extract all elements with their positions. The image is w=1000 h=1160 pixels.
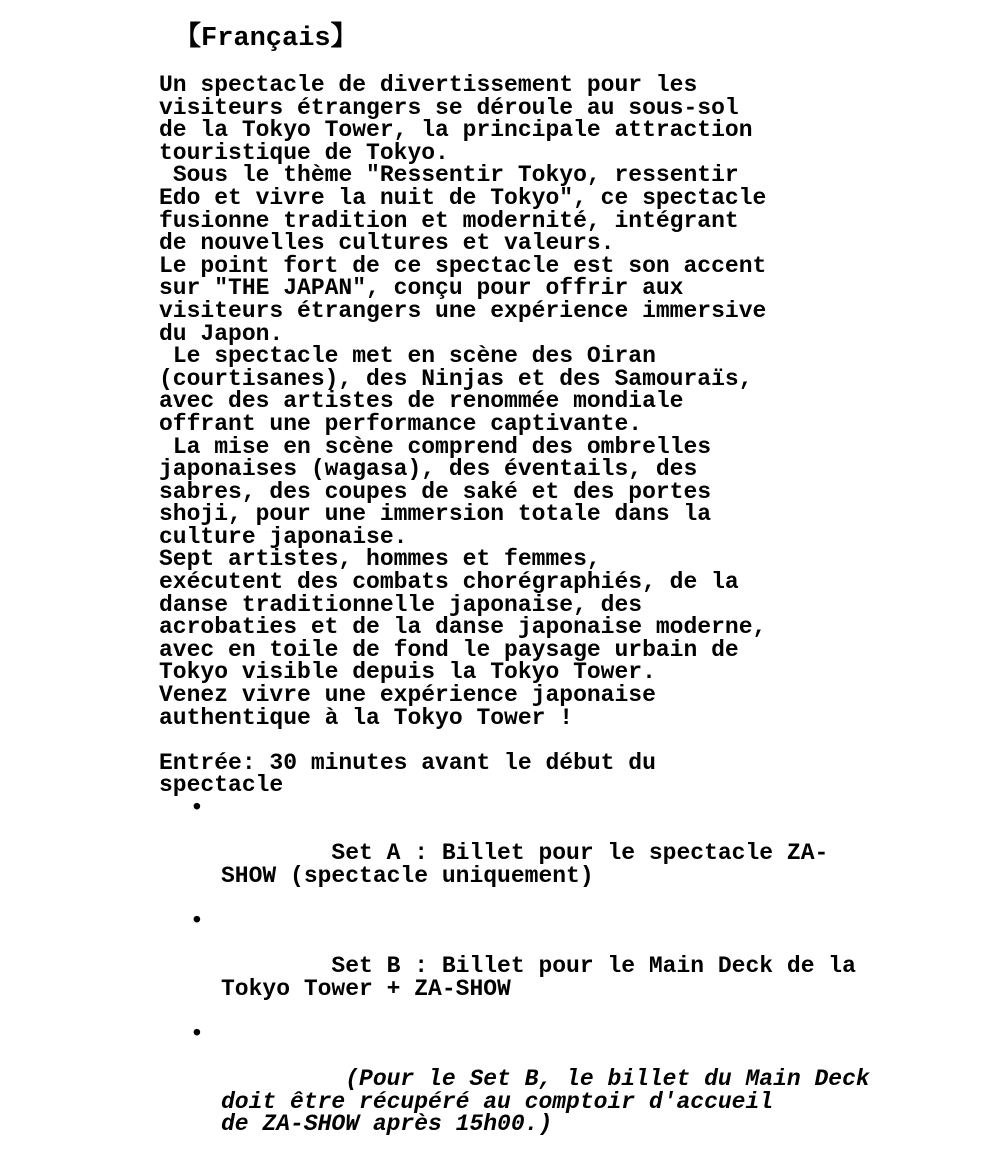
bullet-icon: • (190, 907, 204, 934)
set-a-text: Set A : Billet pour le spectacle ZA- SHOW (spectacle uniquement) (221, 840, 829, 889)
spacer (159, 729, 879, 752)
staging-paragraph: La mise en scène comprend des ombrelles japonaises (wagasa), des éventails, des sabres, des coupes de saké et des portes shoji, pour une immersion totale dans la culture japonaise. (159, 433, 712, 550)
list-item (159, 1020, 879, 1159)
set-b-note: (Pour le Set B, le billet du Main Deck doit être récupéré au comptoir d'accueil de ZA-SHOW après 15h00.) (221, 1066, 870, 1138)
list-item (159, 907, 879, 1023)
entry-info: Entrée: 30 minutes avant le début du spectacle (159, 749, 656, 799)
highlight-paragraph: Le point fort de ce spectacle est son accent sur "THE JAPAN", conçu pour offrir aux visiteurs étrangers une expérience immersive du Japon. (159, 252, 767, 347)
set-b-text: Set B : Billet pour le Main Deck de la Tokyo Tower + ZA-SHOW (221, 953, 856, 1002)
theme-paragraph: Sous le thème "Ressentir Tokyo, ressentir Edo et vivre la nuit de Tokyo", ce spectacle fusionne tradition et modernité, intégrant de nouvelles cultures et valeurs. (159, 162, 767, 257)
intro-paragraph: Un spectacle de divertissement pour les visiteurs étrangers se déroule au sous-sol de la Tokyo Tower, la principale attraction touristique de Tokyo. (159, 72, 753, 166)
ticket-set-list (159, 797, 879, 1159)
cast-paragraph: Le spectacle met en scène des Oiran (courtisanes), des Ninjas et des Samouraïs, avec des artistes de renommée mondiale offrant une performance captivante. (159, 343, 753, 437)
bullet-icon: • (190, 1020, 204, 1047)
description-body (159, 74, 879, 1159)
bullet-icon: • (190, 795, 204, 821)
invitation-paragraph: Venez vivre une expérience japonaise authentique à la Tokyo Tower ! (159, 682, 656, 731)
performers-paragraph: Sept artistes, hommes et femmes, exécutent des combats chorégraphiés, de la danse traditionnelle japonaise, des acrobaties et de la danse japonaise moderne, avec en toile de fond le paysage urbain de Tokyo visible depuis la Tokyo Tower. (159, 546, 767, 686)
language-heading: 【Français】 (174, 24, 358, 54)
list-item (159, 797, 879, 910)
